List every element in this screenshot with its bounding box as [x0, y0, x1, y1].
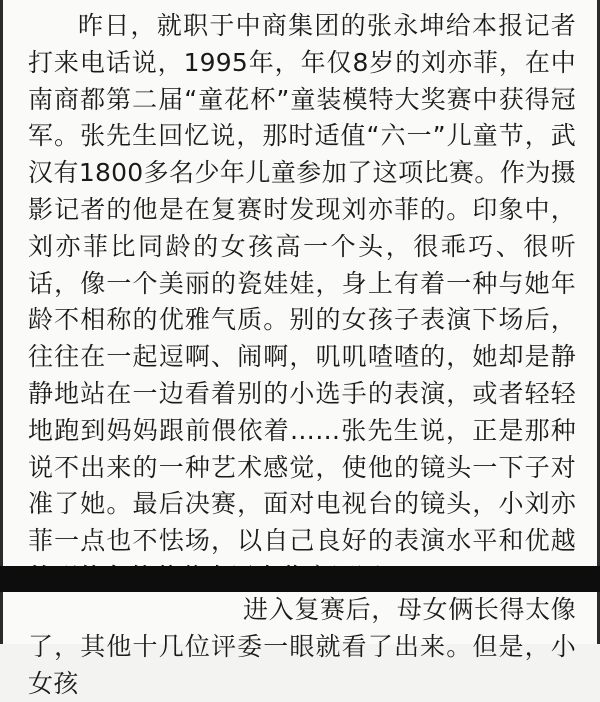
text-block-upper — [3, 0, 597, 566]
text-block-lower — [3, 592, 597, 698]
divider-band — [0, 566, 600, 592]
article-paragraph-1: 昨日，就职于中商集团的张永坤给本报记者打来电话说，1995年，年仅8岁的刘亦菲，在中南商都第二届“童花杯”童装模特大奖赛中获得冠军。张先生回忆说，那时适值“六一”儿童节，武汉有1800多名少年儿童参加了这项比赛。作为摄影记者的他是在复赛时发现刘亦菲的。印象中，刘亦菲比同龄的女孩高一个头，很乖巧、很听话，像一个美丽的瓷娃娃，身上有着一种与她年龄不相称的优雅气质。别的女孩子表演下场后，往往在一起逗啊、闹啊，叽叽喳喳的，她却是静静地站在一边看着别的小选手的表演，或者轻轻地跑到妈妈跟前偎依着……张先生说，正是那种说不出来的一种艺术感觉，使他的镜头一下子对准了她。最后决赛，面对电视台的镜头，小刘亦菲一点也不怯场，以自己良好的表演水平和优越 — [28, 11, 576, 556]
article-paragraph-2: 进入复赛后，母女俩长得太像了，其他十几位评委一眼就看了出来。但是，小女孩 — [28, 595, 576, 698]
